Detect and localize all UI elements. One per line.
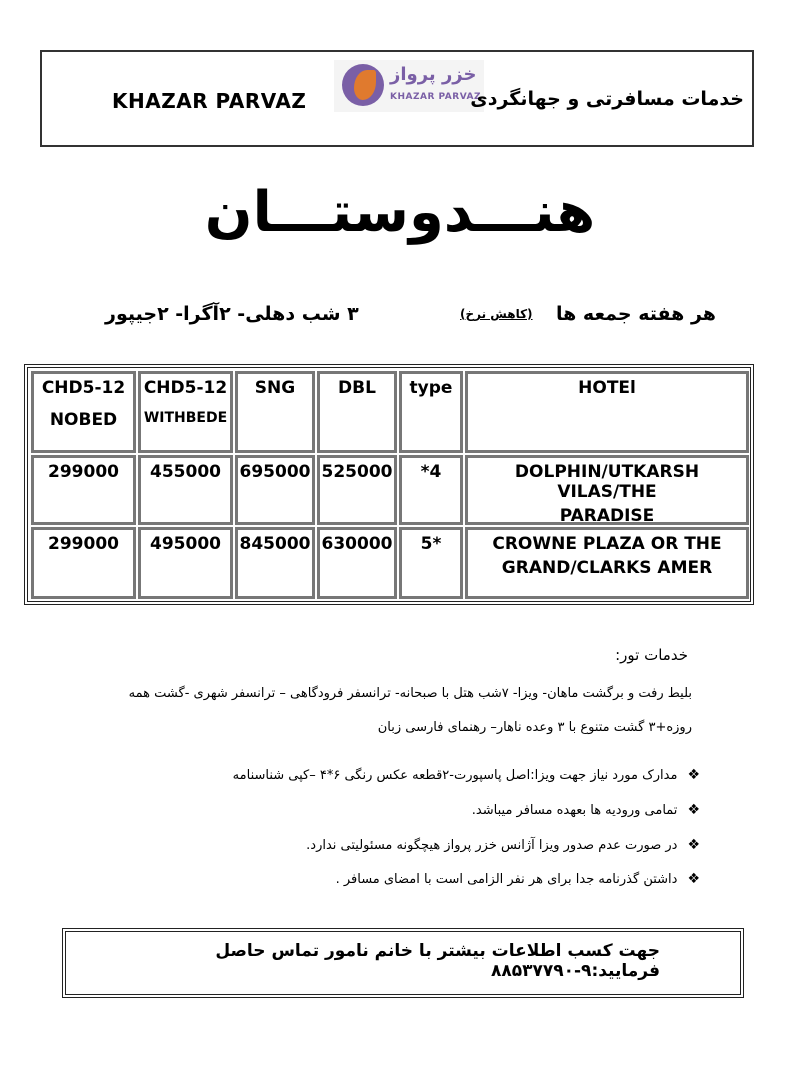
cell-value: 630000 bbox=[321, 534, 393, 554]
cell-value: 5* bbox=[420, 534, 442, 554]
header-hotel bbox=[465, 371, 749, 453]
brand-name-persian: خدمات مسافرتی و جهانگردی bbox=[470, 88, 744, 110]
diamond-bullet-icon: ❖ bbox=[687, 802, 700, 818]
header-chd-withbed-line2: WITHBEDE bbox=[143, 410, 228, 426]
header-chd-nobed-line1: CHD5-12 bbox=[41, 378, 126, 398]
tour-schedule: هر هفته جمعه ها bbox=[556, 303, 716, 325]
table-cell-sng bbox=[235, 527, 315, 599]
diamond-bullet-icon: ❖ bbox=[687, 871, 700, 887]
note-text: داشتن گذرنامه جدا برای هر نفر الزامی است با امضای مسافر . bbox=[335, 872, 678, 887]
discount-note: (کاهش نرخ) bbox=[460, 307, 533, 321]
table-cell-dbl bbox=[317, 527, 397, 599]
cell-value: 845000 bbox=[239, 534, 311, 554]
header-dbl-label: DBL bbox=[338, 378, 376, 398]
hotel-name-line1: CROWNE PLAZA OR THE bbox=[492, 534, 722, 554]
services-line-1: بلیط رفت و برگشت ماهان- ویزا- ۷شب هتل با صبحانه- ترانسفر فرودگاهی – ترانسفر شهری -گشت همه bbox=[128, 686, 692, 701]
hotel-name-line1: DOLPHIN/UTKARSH VILAS/THE bbox=[514, 462, 700, 502]
cell-value: 299000 bbox=[48, 462, 119, 482]
cell-value: 695000 bbox=[239, 462, 311, 482]
price-table bbox=[24, 364, 754, 605]
header-dbl bbox=[317, 371, 397, 453]
table-cell-type bbox=[399, 455, 463, 525]
header-chd-withbed-line1: CHD5-12 bbox=[143, 378, 228, 398]
table-cell-nobed bbox=[31, 527, 136, 599]
diamond-bullet-icon: ❖ bbox=[687, 837, 700, 853]
cell-value: *4 bbox=[420, 462, 442, 482]
services-line-2: روزه+۳ گشت متنوع با ۳ وعده ناهار– رهنمای فارسی زبان bbox=[377, 720, 692, 735]
table-cell-nobed bbox=[31, 455, 136, 525]
note-item bbox=[233, 767, 700, 783]
hotel-name-line2: PARADISE bbox=[559, 506, 655, 526]
cell-value: 495000 bbox=[150, 534, 221, 554]
header-type-label: type bbox=[409, 378, 453, 398]
diamond-bullet-icon: ❖ bbox=[687, 767, 700, 783]
header-sng bbox=[235, 371, 315, 453]
company-logo bbox=[334, 60, 484, 112]
header-box bbox=[40, 50, 754, 147]
table-cell-hotel bbox=[465, 455, 749, 525]
logo-text-english: KHAZAR PARVAZ bbox=[390, 92, 482, 102]
header-chd-withbed bbox=[138, 371, 233, 453]
table-cell-withbed bbox=[138, 527, 233, 599]
cell-value: 299000 bbox=[48, 534, 119, 554]
contact-text: جهت کسب اطلاعات بیشتر با خانم نامور تماس حاصل فرمایید:۹-۸۸۵۳۷۷۹۰ bbox=[215, 941, 660, 981]
table-cell-type bbox=[399, 527, 463, 599]
services-title: خدمات تور: bbox=[615, 646, 688, 664]
tour-route: ۳ شب دهلی- ۲آگرا- ۲جیپور bbox=[105, 303, 359, 325]
header-hotel-label: HOTEl bbox=[578, 378, 636, 398]
table-cell-hotel bbox=[465, 527, 749, 599]
note-text: تمامی ورودیه ها بعهده مسافر میباشد. bbox=[471, 803, 678, 818]
page-title: هنـــدوستـــان bbox=[204, 180, 596, 245]
note-item bbox=[306, 837, 700, 853]
note-item bbox=[472, 802, 700, 818]
header-sng-label: SNG bbox=[254, 378, 296, 398]
contact-box bbox=[62, 928, 744, 998]
note-item bbox=[336, 871, 700, 887]
header-chd-nobed-line2: NOBED bbox=[49, 410, 118, 430]
cell-value: 525000 bbox=[321, 462, 393, 482]
header-chd-nobed bbox=[31, 371, 136, 453]
note-text: در صورت عدم صدور ویزا آژانس خزر پرواز هیچگونه مسئولیتی ندارد. bbox=[306, 838, 678, 853]
header-type bbox=[399, 371, 463, 453]
hotel-name-line2: GRAND/CLARKS AMER bbox=[501, 558, 713, 578]
note-text: مدارک مورد نیاز جهت ویزا:اصل پاسپورت-۲قطعه عکس رنگی ۶*۴ –کپی شناسنامه bbox=[232, 768, 678, 783]
table-cell-sng bbox=[235, 455, 315, 525]
logo-text-persian: خزر پرواز bbox=[390, 64, 477, 85]
table-cell-withbed bbox=[138, 455, 233, 525]
cell-value: 455000 bbox=[150, 462, 221, 482]
table-cell-dbl bbox=[317, 455, 397, 525]
brand-name-english: KHAZAR PARVAZ bbox=[112, 89, 307, 113]
